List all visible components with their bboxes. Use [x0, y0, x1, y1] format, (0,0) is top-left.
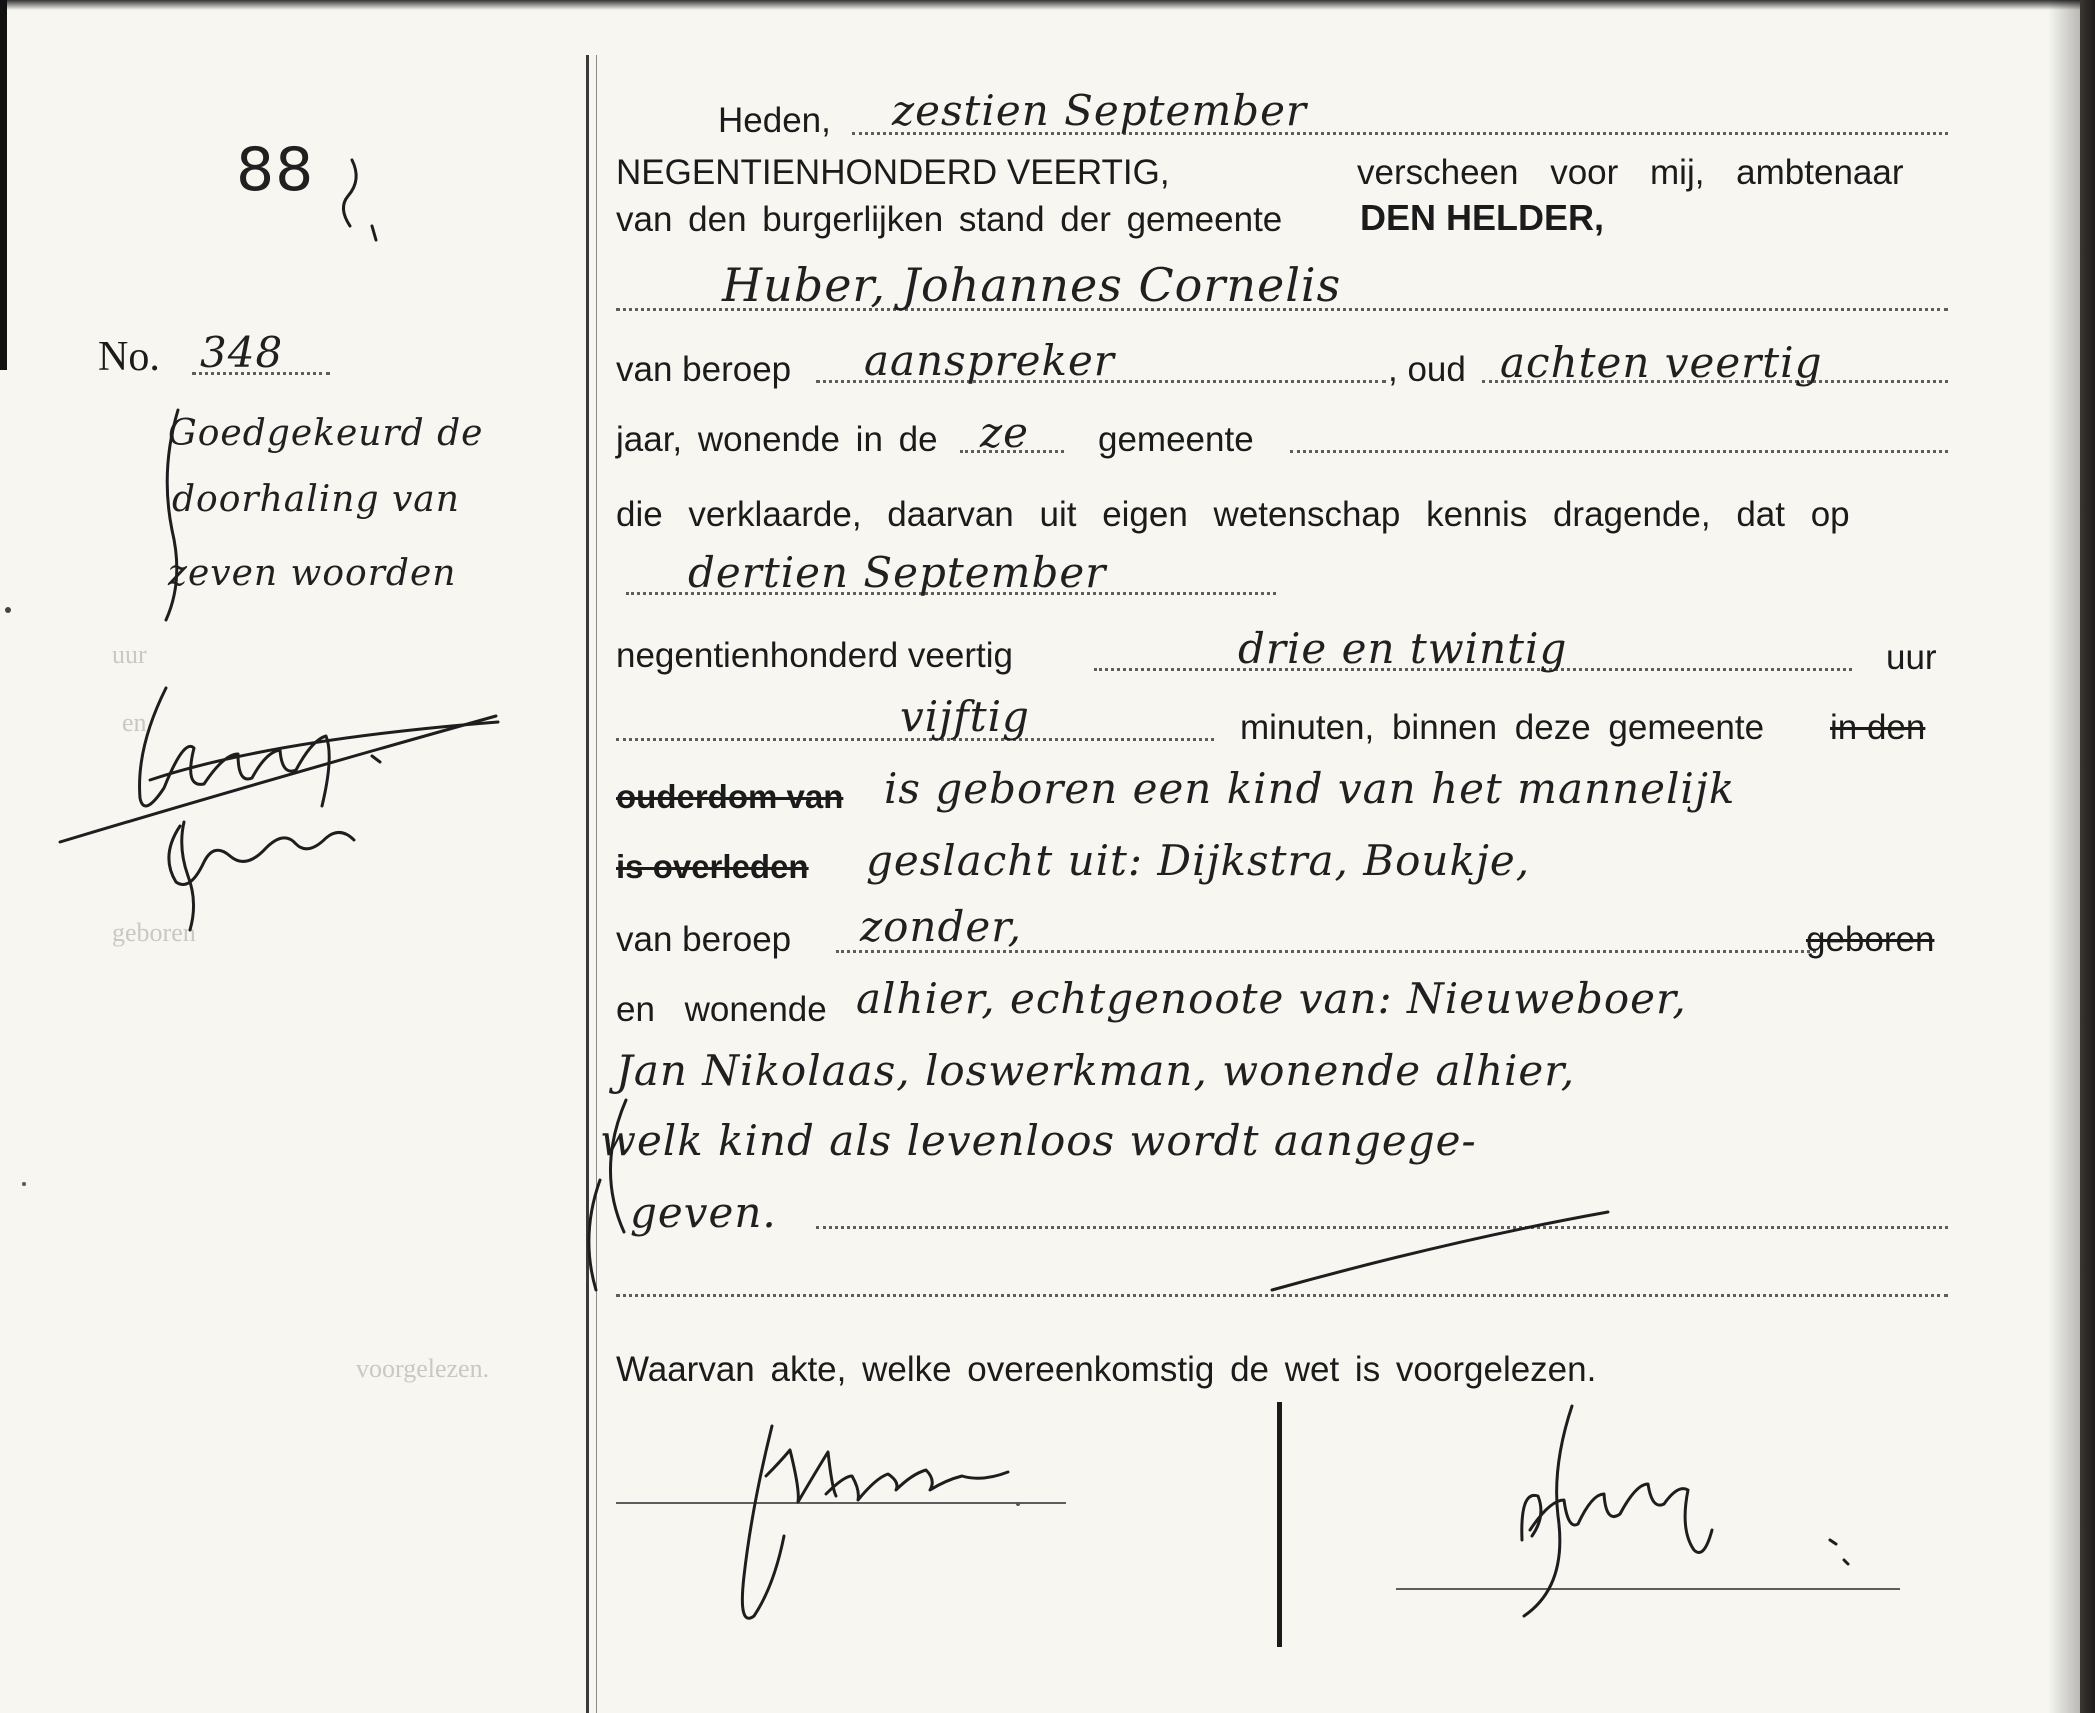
- declarant-name-handwriting: Huber, Johannes Cornelis: [722, 258, 1342, 312]
- register-number-label: No.: [98, 334, 160, 380]
- oud-label: , oud: [1388, 350, 1466, 389]
- closing-text: Waarvan akte, welke overeenkomstig de wet is voorgelezen.: [616, 1350, 1597, 1389]
- handwriting-bracket: [589, 1100, 626, 1290]
- birth-text-1-handwriting: is geboren een kind van het mannelijk: [884, 764, 1736, 813]
- approval-bracket: [166, 410, 178, 620]
- paper-speck: [1016, 1502, 1020, 1506]
- approval-note-line-3: zeven woorden: [168, 553, 457, 594]
- birth-text-2-handwriting: geslacht uit: Dijkstra, Boukje,: [866, 836, 1531, 885]
- continuation-line-4: geven.: [630, 1188, 777, 1237]
- bleed-text-3: geboren: [112, 918, 196, 947]
- paper-speck: [22, 1182, 26, 1186]
- continuation-line-2: Jan Nikolaas, loswerkman, wonende alhier,: [616, 1046, 1576, 1095]
- uur-label: uur: [1886, 638, 1937, 677]
- struck-ouderdom: ouderdom van: [616, 778, 844, 815]
- approval-note-line-1: Goedgekeurd de: [168, 413, 484, 454]
- gemeente-label: gemeente: [1098, 420, 1254, 459]
- bleed-text-4: voorgelezen.: [356, 1354, 490, 1383]
- register-number-value: 348: [200, 328, 284, 377]
- wonende-label: en wonende: [616, 990, 827, 1029]
- event-minutes-handwriting: vijftig: [900, 692, 1030, 741]
- margin-signature-official: [140, 688, 498, 806]
- verscheen-text: verscheen voor mij, ambtenaar: [1357, 153, 1904, 192]
- struck-geboren: geboren: [1806, 920, 1935, 959]
- continuation-line-1: alhier, echtgenoote van: Nieuweboer,: [856, 974, 1687, 1023]
- event-hour-handwriting: drie en twintig: [1238, 624, 1568, 673]
- struck-in-den: in den: [1830, 708, 1926, 747]
- folio-number: 88: [236, 135, 315, 205]
- minuten-text: minuten, binnen deze gemeente: [1240, 708, 1765, 747]
- jaar-wonende-label: jaar, wonende in de: [616, 420, 938, 459]
- event-date-handwriting: dertien September: [688, 548, 1107, 597]
- declarant-residence-handwriting: ze: [980, 408, 1029, 457]
- verklaarde-text: die verklaarde, daarvan uit eigen wetenschap kennis dragende, dat op: [616, 495, 1850, 534]
- continuation-line-3: welk kind als levenloos wordt aangege-: [600, 1116, 1477, 1165]
- bleed-text-1: uur: [112, 640, 147, 669]
- event-year-text: negentienhonderd veertig: [616, 636, 1013, 675]
- struck-overleden: is overleden: [616, 848, 809, 885]
- beroep-label-2: van beroep: [616, 920, 792, 959]
- closing-strike-line: [1272, 1212, 1608, 1290]
- declarant-occupation-handwriting: aanspreker: [864, 336, 1115, 385]
- heden-label: Heden,: [718, 101, 831, 140]
- folio-mark: [343, 160, 376, 240]
- date-day-handwriting: zestien September: [892, 86, 1307, 135]
- declarant-age-handwriting: achten veertig: [1500, 338, 1823, 387]
- signature-declarant: [742, 1426, 1008, 1618]
- beroep-label: van beroep: [616, 350, 792, 389]
- burger-text: van den burgerlijken stand der gemeente: [616, 200, 1283, 239]
- paper-speck: [5, 607, 11, 613]
- signature-official: [1522, 1406, 1848, 1616]
- year-text: NEGENTIENHONDERD VEERTIG,: [616, 153, 1170, 192]
- approval-note-line-2: doorhaling van: [172, 479, 460, 520]
- binding-edge: [2080, 0, 2095, 1713]
- municipality: DEN HELDER,: [1360, 197, 1605, 238]
- bleed-text-2: en: [122, 708, 147, 737]
- mother-occupation-handwriting: zonder,: [860, 902, 1023, 951]
